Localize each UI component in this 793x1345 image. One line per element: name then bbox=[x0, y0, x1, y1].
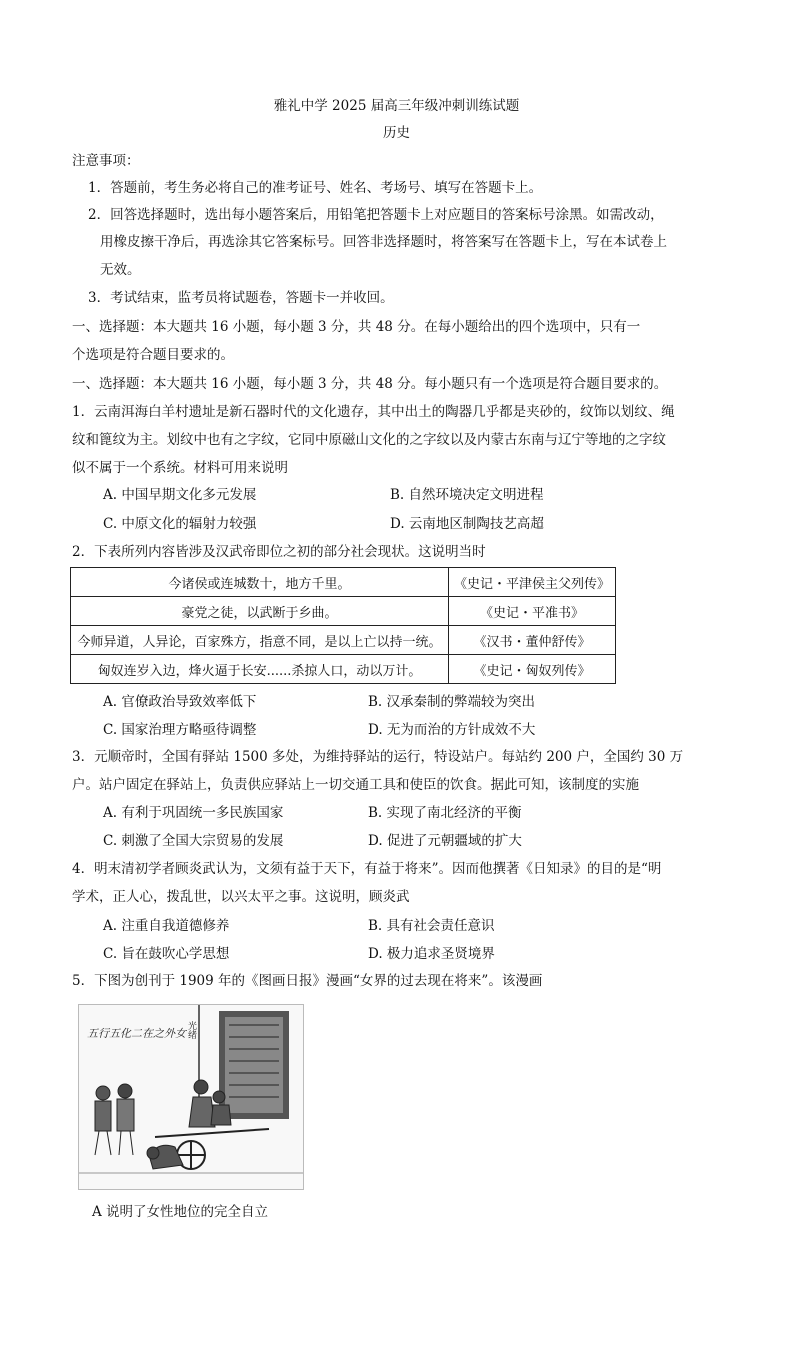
question-4-option-b[interactable]: B. 具有社会责任意识 bbox=[368, 918, 495, 934]
table-cell-source: 《史记・匈奴列传》 bbox=[449, 655, 616, 684]
notice-heading: 注意事项： bbox=[72, 153, 140, 169]
question-4-option-c[interactable]: C. 旨在鼓吹心学思想 bbox=[103, 946, 230, 962]
question-3-stem: 3．元顺帝时，全国有驿站 1500 多处，为维持驿站的运行，特设站户。每站约 200 户，全国约 30 万 bbox=[72, 749, 684, 765]
cartoon-side-text: 光绪 bbox=[186, 1021, 196, 1039]
cartoon-illustration bbox=[79, 1005, 303, 1189]
section-intro: 一、选择题：本大题共 16 小题，每小题 3 分，共 48 分。在每小题给出的四个选项中，只有一 bbox=[72, 319, 641, 335]
notice-item: 无效。 bbox=[100, 262, 141, 278]
question-2-stem: 2．下表所列内容皆涉及汉武帝即位之初的部分社会现状。这说明当时 bbox=[72, 544, 486, 560]
table-cell-text: 今师异道，人异论，百家殊方，指意不同，是以上亡以持一统。 bbox=[71, 626, 449, 655]
exam-title: 雅礼中学 2025 届高三年级冲刺训练试题 bbox=[273, 98, 520, 114]
question-5-option-a[interactable]: A 说明了女性地位的完全自立 bbox=[92, 1204, 269, 1220]
question-4-stem: 学术，正人心，拨乱世，以兴太平之事。这说明，顾炎武 bbox=[72, 889, 410, 905]
table-row bbox=[71, 626, 616, 655]
question-1-option-d[interactable]: D. 云南地区制陶技艺高超 bbox=[390, 516, 544, 532]
table-row bbox=[71, 597, 616, 626]
section-intro: 一、选择题：本大题共 16 小题，每小题 3 分，共 48 分。每小题只有一个选项是符合题目要求的。 bbox=[72, 376, 668, 392]
question-5-stem: 5．下图为创刊于 1909 年的《图画日报》漫画“女界的过去现在将来”。该漫画 bbox=[72, 973, 543, 989]
question-3-option-b[interactable]: B. 实现了南北经济的平衡 bbox=[368, 805, 522, 821]
notice-item: 3．考试结束，监考员将试题卷，答题卡一并收回。 bbox=[88, 290, 394, 306]
question-2-option-a[interactable]: A. 官僚政治导致效率低下 bbox=[103, 694, 257, 710]
question-4-option-d[interactable]: D. 极力追求圣贤境界 bbox=[368, 946, 495, 962]
question-1-option-c[interactable]: C. 中原文化的辐射力较强 bbox=[103, 516, 257, 532]
question-3-option-a[interactable]: A. 有利于巩固统一多民族国家 bbox=[103, 805, 284, 821]
question-1-option-b[interactable]: B. 自然环境决定文明进程 bbox=[390, 487, 544, 503]
cartoon-caption: 五行五化二在之外女 bbox=[87, 1027, 186, 1040]
question-3-option-d[interactable]: D. 促进了元朝疆域的扩大 bbox=[368, 833, 522, 849]
table-cell-source: 《汉书・董仲舒传》 bbox=[449, 626, 616, 655]
question-2-table bbox=[70, 567, 616, 684]
exam-subject: 历史 bbox=[383, 125, 410, 141]
table-row bbox=[71, 568, 616, 597]
table-row bbox=[71, 655, 616, 684]
question-4-option-a[interactable]: A. 注重自我道德修养 bbox=[103, 918, 230, 934]
notice-item: 用橡皮擦干净后，再选涂其它答案标号。回答非选择题时，将答案写在答题卡上，写在本试卷上 bbox=[100, 234, 667, 250]
table-cell-source: 《史记・平准书》 bbox=[449, 597, 616, 626]
notice-item: 2．回答选择题时，选出每小题答案后，用铅笔把答题卡上对应题目的答案标号涂黑。如需改动， bbox=[88, 207, 664, 223]
question-3-stem: 户。站户固定在驿站上，负责供应驿站上一切交通工具和使臣的饮食。据此可知，该制度的实施 bbox=[72, 777, 639, 793]
section-intro: 个选项是符合题目要求的。 bbox=[72, 347, 234, 363]
question-2-option-d[interactable]: D. 无为而治的方针成效不大 bbox=[368, 722, 536, 738]
notice-item: 1．答题前，考生务必将自己的准考证号、姓名、考场号、填写在答题卡上。 bbox=[88, 180, 543, 196]
question-2-option-c[interactable]: C. 国家治理方略亟待调整 bbox=[103, 722, 257, 738]
table-cell-source: 《史记・平津侯主父列传》 bbox=[449, 568, 616, 597]
question-1-stem: 似不属于一个系统。材料可用来说明 bbox=[72, 460, 288, 476]
question-2-option-b[interactable]: B. 汉承秦制的弊端较为突出 bbox=[368, 694, 536, 710]
table-cell-text: 豪党之徒，以武断于乡曲。 bbox=[71, 597, 449, 626]
question-1-stem: 纹和篦纹为主。划纹中也有之字纹，它同中原磁山文化的之字纹以及内蒙古东南与辽宁等地的之字纹 bbox=[72, 432, 666, 448]
question-3-option-c[interactable]: C. 刺激了全国大宗贸易的发展 bbox=[103, 833, 284, 849]
question-4-stem: 4．明末清初学者顾炎武认为，文须有益于天下，有益于将来”。因而他撰著《日知录》的目的是“明 bbox=[72, 861, 662, 877]
question-1-stem: 1．云南洱海白羊村遗址是新石器时代的文化遗存，其中出土的陶器几乎都是夹砂的，纹饰以划纹、绳 bbox=[72, 404, 675, 420]
cartoon-image bbox=[78, 1004, 304, 1190]
table-cell-text: 匈奴连岁入边，烽火逼于长安......杀掠人口，动以万计。 bbox=[71, 655, 449, 684]
question-1-option-a[interactable]: A. 中国早期文化多元发展 bbox=[103, 487, 257, 503]
table-cell-text: 今诸侯或连城数十，地方千里。 bbox=[71, 568, 449, 597]
